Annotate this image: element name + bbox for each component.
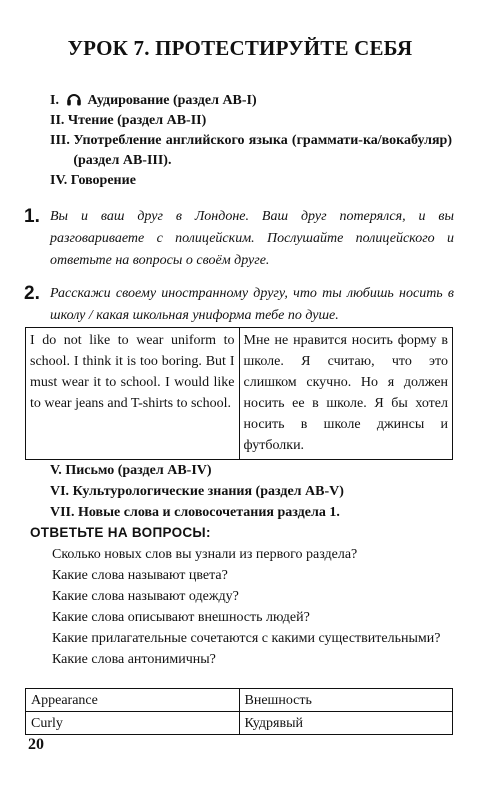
section-item [50,171,452,191]
task-number: 2. [24,283,40,304]
task-text: Вы и ваш друг в Лондоне. Ваш друг потерялся, и вы разговариваете с полицейским. Послушайте полицейского и ответьте на вопросы о своём друге. [50,209,454,268]
question-item: Какие слова называют цвета? [52,568,228,583]
page-title: УРОК 7. ПРОТЕСТИРУЙТЕ СЕБЯ [67,36,413,60]
table-row [26,328,453,460]
question-item: Какие слова антонимичны? [52,652,216,667]
section-text: Культурологические знания (раздел AB-V) [72,484,344,499]
section-text: Чтение (раздел AB-II) [67,113,207,128]
section-text: Аудирование (раздел AB-I) [87,93,257,108]
section-number: I. [50,93,63,108]
task-text: Расскажи своему иностранному другу, что ты любишь носить в школу / какая школьная униформа тебе по душе. [50,286,454,323]
page-number: 20 [28,736,44,753]
section-item [50,131,452,171]
sample-answer-table [25,327,453,460]
sections-list-top [50,91,452,191]
section-item [50,111,452,131]
section-text: Новые слова и словосочетания раздела 1. [78,505,340,520]
section-number: II. [50,113,68,128]
vocab-english-cell: Appearance [26,689,240,712]
section-text: Говорение [70,173,136,188]
russian-sample-cell: Мне не нравится носить форму в школе. Я считаю, что это слишком скучно. Но я должен носить ее в школе. Я бы хотел носить в школе джинсы и футболки. [239,328,453,460]
question-item: Сколько новых слов вы узнали из первого раздела? [52,547,358,562]
vocab-russian-cell: Внешность [239,689,453,712]
sections-list-bottom [50,460,452,523]
question-item: Какие слова называют одежду? [52,589,239,604]
question-item: Какие слова описывают внешность людей? [52,610,310,625]
task-1 [24,206,454,272]
section-item [50,91,452,111]
section-number: VI. [50,484,73,499]
vocab-english-cell: Curly [26,712,240,735]
section-text: Употребление английского языка (граммати-ка/вокабуляр) (раздел AB-III). [73,133,452,168]
english-sample-cell: I do not like to wear uniform to school. I think it is too boring. But I must wear it to school. I would like to wear jeans and T-shirts to school. [26,328,240,460]
task-2 [24,283,454,327]
section-number: IV. [50,173,71,188]
section-item [50,502,452,523]
section-item [50,460,452,481]
section-number: III. [50,133,74,148]
question-item: Какие прилагательные сочетаются с какими существительными? [52,631,441,646]
table-row [26,712,453,735]
headphones-icon [66,91,82,107]
vocab-russian-cell: Кудрявый [239,712,453,735]
section-number: VII. [50,505,79,520]
vocabulary-table [25,688,453,735]
answer-questions-heading: ОТВЕТЬТЕ НА ВОПРОСЫ: [30,525,211,540]
questions-list [52,544,452,670]
section-number: V. [50,463,66,478]
section-text: Письмо (раздел AB-IV) [65,463,212,478]
task-number: 1. [24,206,40,227]
table-row [26,689,453,712]
section-item [50,481,452,502]
